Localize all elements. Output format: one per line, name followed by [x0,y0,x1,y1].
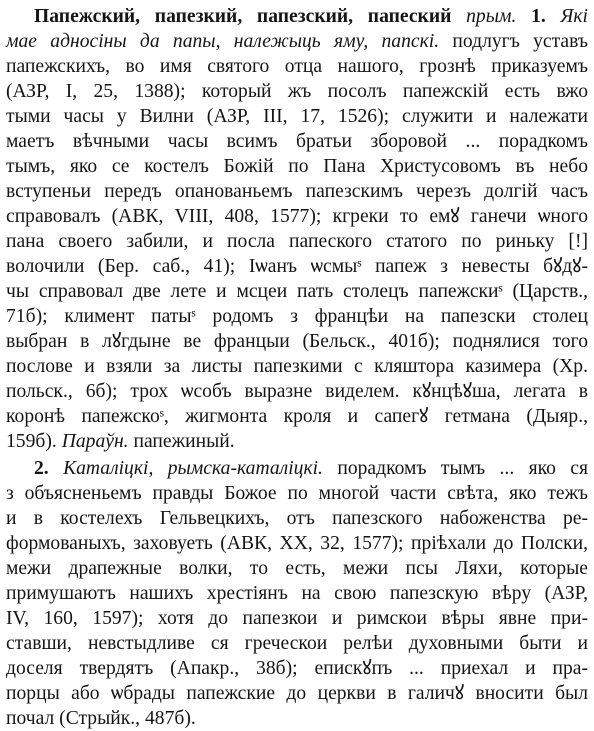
sense-1-text: вступеньи передъ опанованьемъ папезскимъ черезъ долгій часъ [6,181,588,202]
entry-line-2 [6,29,588,54]
entry-line-15 [6,354,588,379]
entry-line-28 [6,681,588,706]
compare-label: Параўн. [61,431,129,452]
entry-line-14 [6,329,588,354]
entry-line-26 [6,631,588,656]
sense-1-number: 1. [531,6,546,27]
sense-1-text: послове и взяли за листы папезкими с кляштора казимера (Хр. [6,356,588,377]
dictionary-entry [6,4,588,731]
sense-2-text: IV, 160, 1597); хотя до папезкои и римскои вѣры явне при- [6,608,588,629]
entry-line-22 [6,531,588,556]
entry-line-17 [6,404,588,429]
sense-1-reference: 159б). [6,431,57,452]
sense-1-text: (АЗР, І, 25, 1388); который жъ посолъ папежскій есть вжо [6,81,588,102]
sense-1-text: волочили (Бер. саб., 41); Іѡанъ ѡсмыˢ папеж з невесты бꙋдꙋ- [6,256,588,277]
entry-line-20 [6,481,588,506]
sense-2-text: и в костелехъ Гельвецкихъ, отъ папезского набоженства ре- [6,508,588,529]
sense-2-gloss: Каталіцкі, рымска-каталіцкі. [63,458,323,479]
part-of-speech: прым. [466,6,517,27]
sense-2-text: доселя твердятъ (Апакр., 38б); епискꙋпъ ... приехал и пра- [6,658,588,679]
entry-line-6 [6,129,588,154]
sense-1-text: выбран в лꙋгдыне ве францыи (Бельск., 401б); поднялися того [6,331,588,352]
entry-line-18 [6,429,588,454]
sense-1-quote-start: подлугъ уставъ [452,31,588,52]
sense-1-text: маетъ вѣчными часы всимъ братьи зборовой ... порадкомъ [6,131,588,152]
sense-2-text: примушаютъ нашихъ хрестіянъ на свою папезскую вѣру (АЗР, [6,583,588,604]
entry-line-4 [6,79,588,104]
entry-line-5 [6,104,588,129]
sense-2-text: формованыхъ, заховуеть (АВК, XX, 32, 1577); пріѣхали до Полски, [6,533,588,554]
sense-1-text: тыми часы у Вилни (АЗР, ІІІ, 17, 1526); служити и належати [6,106,588,127]
headword: Папежский, папезкий, папезский, папеский [34,6,452,27]
sense-1-gloss-start: Які [560,6,588,27]
sense-2-text: з объясненьемъ правды Божое по многой части свѣта, яко тежъ [6,483,588,504]
sense-2-text: межи драпежные волки, то есть, межи псы Ляхи, которые [6,558,588,579]
entry-line-23 [6,556,588,581]
entry-line-16 [6,379,588,404]
sense-1-text: справовалъ (АВК, VIII, 408, 1577); кгреки то емꙋ ганечи ѡного [6,206,588,227]
entry-line-3 [6,54,588,79]
sense-1-text: польск., 6б); трох ѡсобъ выразне виделем. кꙋнцѣꙋша, легата в [6,381,588,402]
entry-line-9 [6,204,588,229]
entry-line-10 [6,229,588,254]
sense-1-text: 71б); климент патыˢ родомъ з францѣи на папезски столец [6,306,588,327]
sense-1-text: пана своего забили, и посла папеского статого по риньку [!] [6,231,588,252]
sense-1-text: чы справовал две лете и мсцеи пать столецъ папежскиˢ (Царств., [6,281,588,302]
sense-2-text: ставши, невстыдливе ся греческои релѣи духовными быти и [6,633,588,654]
entry-line-24 [6,581,588,606]
sense-1-text: папежскихъ, во имя святого отца нашого, грознѣ приказуемъ [6,56,588,77]
sense-2-quote-start: порадкомъ тымъ ... яко ся [337,458,588,479]
sense-2-text: почал (Стрыйк., 487б). [6,708,196,729]
sense-2-number: 2. [34,458,49,479]
entry-line-1 [6,4,588,29]
entry-line-12 [6,279,588,304]
entry-line-11 [6,254,588,279]
sense-1-text: тымъ, яко се костелъ Божій по Пана Христусовомъ въ небо [6,156,588,177]
sense-1-text: коронѣ папежскоˢ, жигмонта кроля и сапегꙋ гетмана (Дыяр., [6,406,588,427]
compare-word: папежиный. [133,431,235,452]
entry-line-19 [6,456,588,481]
sense-2-text: порцы або ѡбрады папежские до церкви в галичꙋ вносити был [6,683,588,704]
entry-line-25 [6,606,588,631]
entry-line-21 [6,506,588,531]
entry-line-27 [6,656,588,681]
entry-line-29 [6,706,588,731]
sense-1-gloss: мае адносіны да папы, належыць яму, папскі. [6,31,440,52]
entry-line-7 [6,154,588,179]
entry-line-13 [6,304,588,329]
entry-line-8 [6,179,588,204]
